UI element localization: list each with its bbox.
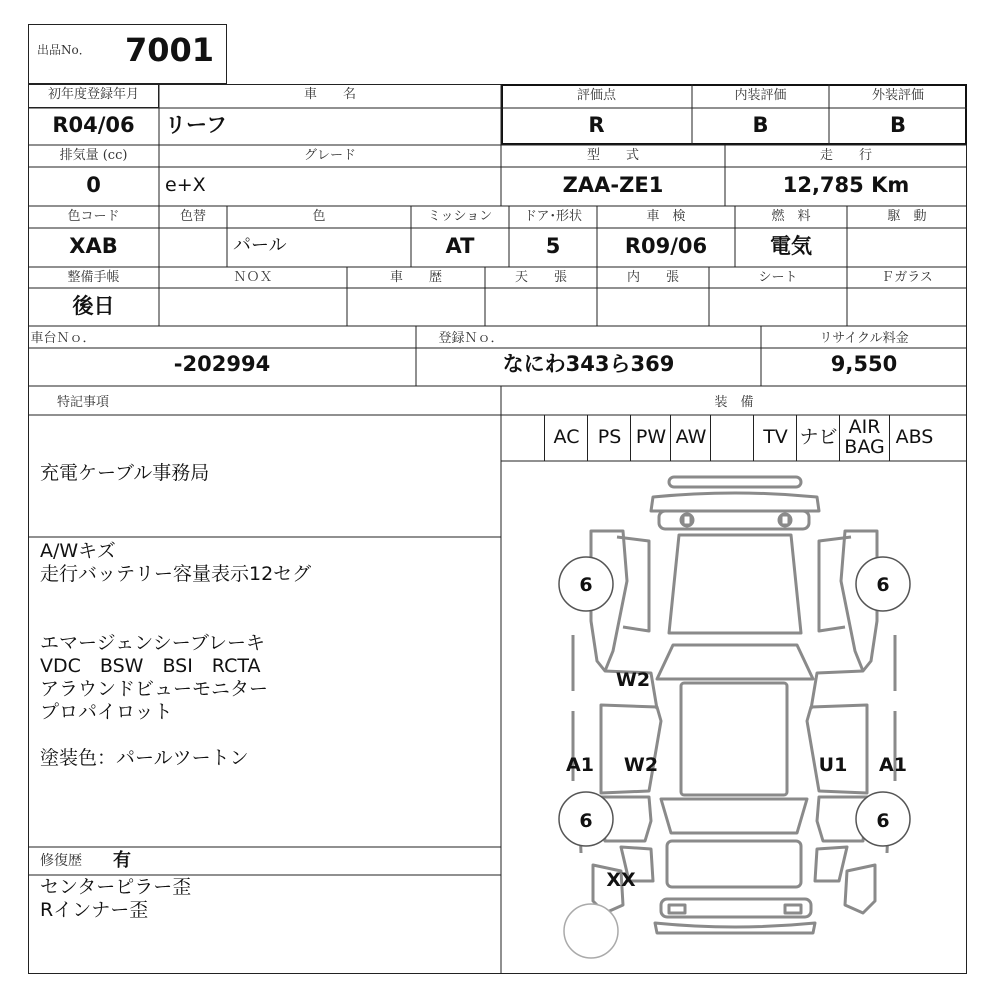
color-code-label: 色コード: [67, 209, 120, 224]
damage-a1-right: A1: [879, 754, 907, 776]
chassis-value: -202994: [173, 352, 271, 376]
history-label: 車 歴: [389, 270, 442, 285]
fuel-value: 電気: [770, 234, 812, 258]
notes-label: 特記事項: [56, 395, 109, 410]
color-code-value: XAB: [69, 234, 118, 258]
lot-number: 7001: [125, 31, 215, 69]
equipment-item: PS: [587, 415, 631, 461]
damage-w2-left: W2: [623, 754, 659, 776]
equipment-item: ナビ: [796, 415, 840, 461]
interior-label: 内装評価: [734, 88, 787, 103]
equipment-row: [501, 415, 967, 461]
damage-u1-right: U1: [818, 754, 848, 776]
spare-tire: [564, 904, 618, 958]
damage-xx: XX: [606, 869, 636, 891]
equipment-item: PW: [630, 415, 671, 461]
tire-rr-grade: 6: [876, 810, 890, 832]
color-label: 色: [312, 209, 326, 224]
color-value: パール: [233, 235, 287, 256]
doors-label: ドア･形状: [523, 209, 583, 224]
damage-a1-left: A1: [566, 754, 594, 776]
chassis-label: 車台Ｎｏ．: [30, 331, 96, 346]
score-value: R: [588, 113, 605, 137]
mission-label: ミッション: [427, 209, 493, 224]
first-reg-value: R04/06: [52, 113, 135, 137]
equipment-item: ABS: [889, 415, 939, 461]
car-diagram: [501, 461, 967, 973]
damage-w2-top: W2: [615, 669, 651, 691]
recycle-label: リサイクル料金: [819, 331, 909, 346]
regno-label: 登録Ｎｏ．: [438, 331, 504, 346]
note-line-1: 充電ケーブル事務局: [40, 462, 210, 484]
mileage-label: 走 行: [819, 148, 872, 163]
equipment-label: 装 備: [714, 395, 754, 410]
inspection-label: 車 検: [646, 209, 686, 224]
first-reg-label: 初年度登録年月: [47, 87, 139, 102]
repair-value: 有: [113, 850, 131, 871]
equipment-item: TV: [753, 415, 797, 461]
regno-value: なにわ343ら369: [502, 352, 675, 376]
inspection-value: R09/06: [624, 234, 708, 258]
mileage-value: 12,785 Km: [782, 173, 910, 197]
recycle-value: 9,550: [830, 352, 898, 376]
inner-label: 内 張: [626, 270, 679, 285]
equipment-item: AW: [670, 415, 711, 461]
interior-value: B: [752, 113, 769, 137]
car-name-label: 車 名: [303, 87, 356, 102]
equipment-item: AIR BAG: [839, 415, 889, 461]
doors-value: 5: [545, 234, 561, 258]
grade-label: グレード: [303, 148, 356, 163]
sunroof-label: 天 張: [514, 270, 567, 285]
tire-fr-grade: 6: [876, 574, 890, 596]
lot-box: [28, 24, 227, 84]
car-name-value: リーフ: [165, 113, 227, 137]
seat-label: シート: [758, 270, 798, 285]
score-label: 評価点: [576, 88, 616, 103]
maint-label: 整備手帳: [67, 270, 120, 285]
tire-rl-grade: 6: [579, 810, 593, 832]
lot-label: 出品No．: [37, 43, 91, 57]
maint-value: 後日: [72, 294, 115, 318]
drive-label: 駆 動: [887, 209, 927, 224]
nox-label: ＮＯＸ: [233, 270, 273, 285]
fuel-label: 燃 料: [771, 209, 811, 224]
repair-label: 修復歴: [40, 853, 82, 869]
color-change-label: 色替: [179, 209, 206, 224]
model-label: 型 式: [586, 148, 639, 163]
repair-detail: センターピラー歪 Rインナー歪: [40, 876, 192, 921]
displacement-label: 排気量 (cc): [59, 148, 128, 163]
fglass-label: Ｆガラス: [881, 270, 933, 285]
grade-value: e+X: [165, 174, 206, 196]
note-block-2: A/Wキズ 走行バッテリー容量表示12セグ エマージェンシーブレーキ VDC BSW BSI RCTA アラウンドビューモニター プロパイロット 塗装色：パールツートン: [40, 540, 312, 769]
equipment-item: AC: [544, 415, 588, 461]
equipment-item: [710, 415, 754, 461]
equipment-item: [501, 415, 544, 461]
displacement-value: 0: [86, 173, 101, 197]
mission-value: AT: [445, 234, 475, 258]
model-value: ZAA-ZE1: [562, 173, 664, 197]
tire-fl-grade: 6: [579, 574, 593, 596]
exterior-label: 外装評価: [871, 88, 924, 103]
exterior-value: B: [889, 113, 906, 137]
